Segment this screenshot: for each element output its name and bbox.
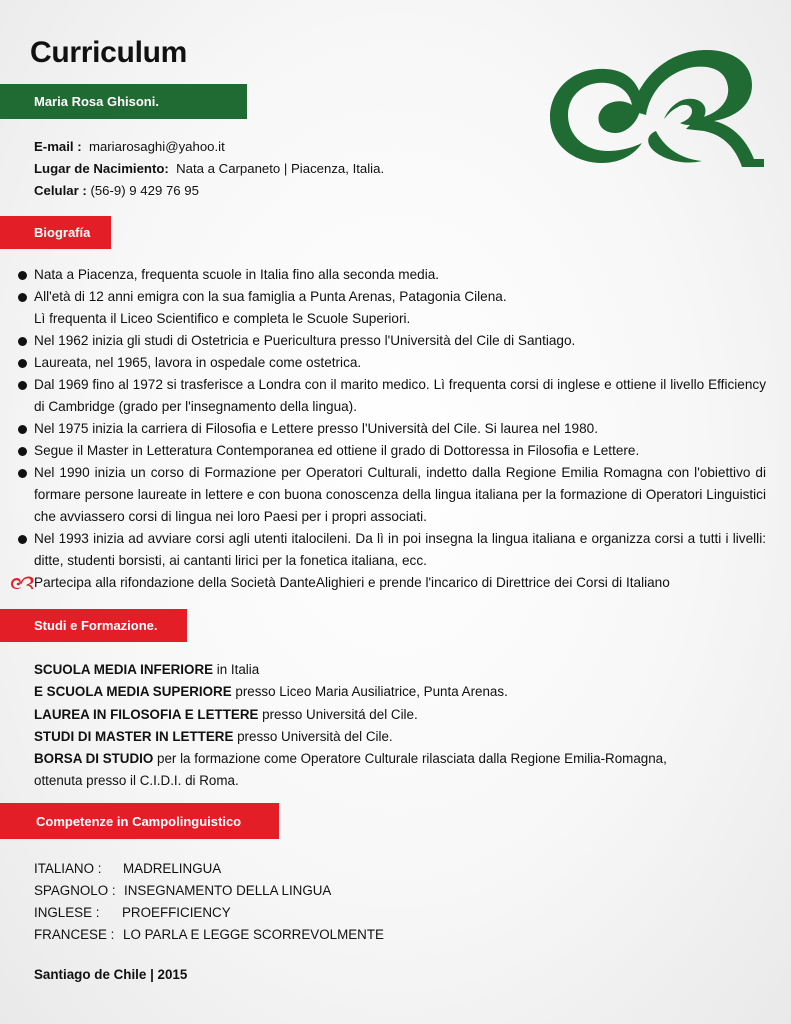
round-bullet-icon	[18, 337, 27, 346]
round-bullet-icon	[18, 425, 27, 434]
study-detail: presso Università del Cile.	[233, 728, 393, 744]
bio-item	[16, 440, 766, 462]
birthplace-value: Nata a Carpaneto | Piacenza, Italia.	[176, 161, 385, 176]
round-bullet-icon	[18, 359, 27, 368]
page-title: Curriculum	[30, 36, 188, 69]
round-bullet-icon	[18, 535, 27, 544]
language-level: LO PARLA E LEGGE SCORREVOLMENTE	[123, 927, 384, 942]
phone-row	[34, 180, 384, 202]
language-row	[34, 858, 384, 880]
email-row	[34, 136, 384, 158]
study-row	[34, 748, 667, 770]
bio-item	[16, 286, 766, 308]
bio-item	[16, 308, 766, 330]
bio-item	[16, 418, 766, 440]
study-title: BORSA DI STUDIO	[34, 751, 154, 767]
study-detail: presso Universitá del Cile.	[258, 706, 418, 722]
bio-item	[16, 572, 766, 594]
section-header-studies	[0, 609, 187, 642]
study-row	[34, 704, 667, 726]
round-bullet-icon	[18, 271, 27, 280]
bio-text: Nel 1993 inizia ad avviare corsi agli utenti italocileni. Da lì in poi insegna la lingua italiana e organizza corsi a tutti i livelli: ditte, studenti borsisti, ai cantanti lirici per la fonetica italiana, ecc.	[34, 531, 766, 568]
bio-list	[16, 264, 766, 594]
person-name: Maria Rosa Ghisoni.	[34, 94, 159, 109]
study-title: LAUREA IN FILOSOFIA E LETTERE	[34, 706, 259, 722]
section-title: Studi e Formazione.	[34, 618, 158, 633]
language-row	[34, 924, 384, 946]
email-value: mariarosaghi@yahoo.it	[88, 139, 225, 154]
language-name: SPAGNOLO :	[34, 883, 116, 898]
bio-text: Nel 1975 inizia la carriera di Filosofia e Lettere presso l'Università del Cile. Si laurea nel 1980.	[34, 421, 599, 436]
study-title: SCUOLA MEDIA INFERIORE	[34, 662, 214, 677]
bio-text: Nata a Piacenza, frequenta scuole in Italia fino alla seconda media.	[34, 267, 440, 282]
bio-text: All'età di 12 anni emigra con la sua famiglia a Punta Arenas, Patagonia Cilena.	[34, 289, 507, 304]
contact-block	[34, 136, 384, 202]
bio-item	[16, 528, 766, 572]
studies-list	[34, 659, 667, 793]
bio-text: Segue il Master in Letteratura Contemporanea ed ottiene il grado di Dottoressa in Filosofia e Lettere.	[34, 443, 640, 458]
bio-text: Partecipa alla rifondazione della Società DanteAlighieri e prende l'incarico di Direttrice dei Corsi di Italiano	[34, 575, 670, 590]
bio-item	[16, 352, 766, 374]
study-detail: per la formazione come Operatore Culturale rilasciata dalla Regione Emilia-Romagna,	[153, 751, 667, 767]
mr-monogram-mini-icon	[10, 576, 34, 590]
name-band	[0, 84, 247, 119]
phone-value: (56-9) 9 429 76 95	[90, 183, 199, 198]
bio-text: Nel 1962 inizia gli studi di Ostetricia e Puericultura presso l'Università del Cile di Santiago.	[34, 333, 576, 348]
languages-list	[34, 858, 384, 946]
phone-label: Celular :	[34, 183, 87, 198]
bio-text: Dal 1969 fino al 1972 si trasferisce a Londra con il marito medico. Lì frequenta corsi di inglese e ottiene il livello Efficiency di Cambridge (grado per l'insegnamento della lingua).	[34, 377, 766, 414]
bio-item	[16, 462, 766, 528]
language-level: INSEGNAMENTO DELLA LINGUA	[124, 883, 332, 898]
study-detail: in Italia	[213, 662, 260, 677]
round-bullet-icon	[18, 293, 27, 302]
language-level: MADRELINGUA	[123, 861, 222, 876]
language-level: PROEFFICIENCY	[122, 905, 231, 920]
study-row	[34, 681, 667, 703]
language-row	[34, 902, 384, 924]
language-name: INGLESE :	[34, 905, 100, 920]
footer-place-year: Santiago de Chile | 2015	[34, 967, 188, 982]
birthplace-label: Lugar de Nacimiento:	[34, 161, 169, 176]
study-detail: ottenuta presso il C.I.D.I. di Roma.	[34, 773, 239, 789]
study-title: STUDI DI MASTER IN LETTERE	[34, 728, 234, 744]
bio-text: Nel 1990 inizia un corso di Formazione per Operatori Culturali, indetto dalla Regione Emilia Romagna con l'obiettivo di formare persone laureate in lettere e con buona conoscenza della lingua italiana per la formazione di Operatori Linguistici che avviassero corsi di lingua nei loro Paesi per i propri associati.	[34, 465, 766, 524]
round-bullet-icon	[18, 469, 27, 478]
bio-item	[16, 330, 766, 352]
language-row	[34, 880, 384, 902]
bio-item	[16, 264, 766, 286]
section-header-bio	[0, 216, 111, 249]
bio-text: Laureata, nel 1965, lavora in ospedale come ostetrica.	[34, 355, 362, 370]
bio-item	[16, 374, 766, 418]
study-title: E SCUOLA MEDIA SUPERIORE	[34, 684, 232, 700]
section-header-languages	[0, 803, 279, 839]
study-row	[34, 770, 667, 792]
birthplace-row	[34, 158, 384, 180]
email-label: E-mail :	[34, 139, 82, 154]
section-title: Competenze in Campolinguistico	[36, 813, 242, 829]
round-bullet-icon	[18, 447, 27, 456]
study-detail: presso Liceo Maria Ausiliatrice, Punta Arenas.	[231, 684, 508, 700]
section-title: Biografía	[34, 225, 91, 240]
bio-text: Lì frequenta il Liceo Scientifico e completa le Scuole Superiori.	[34, 311, 411, 326]
study-row	[34, 726, 667, 748]
language-name: FRANCESE :	[34, 927, 115, 942]
round-bullet-icon	[18, 381, 27, 390]
study-row	[34, 659, 667, 681]
language-name: ITALIANO :	[34, 861, 102, 876]
mr-monogram-logo	[546, 47, 768, 169]
